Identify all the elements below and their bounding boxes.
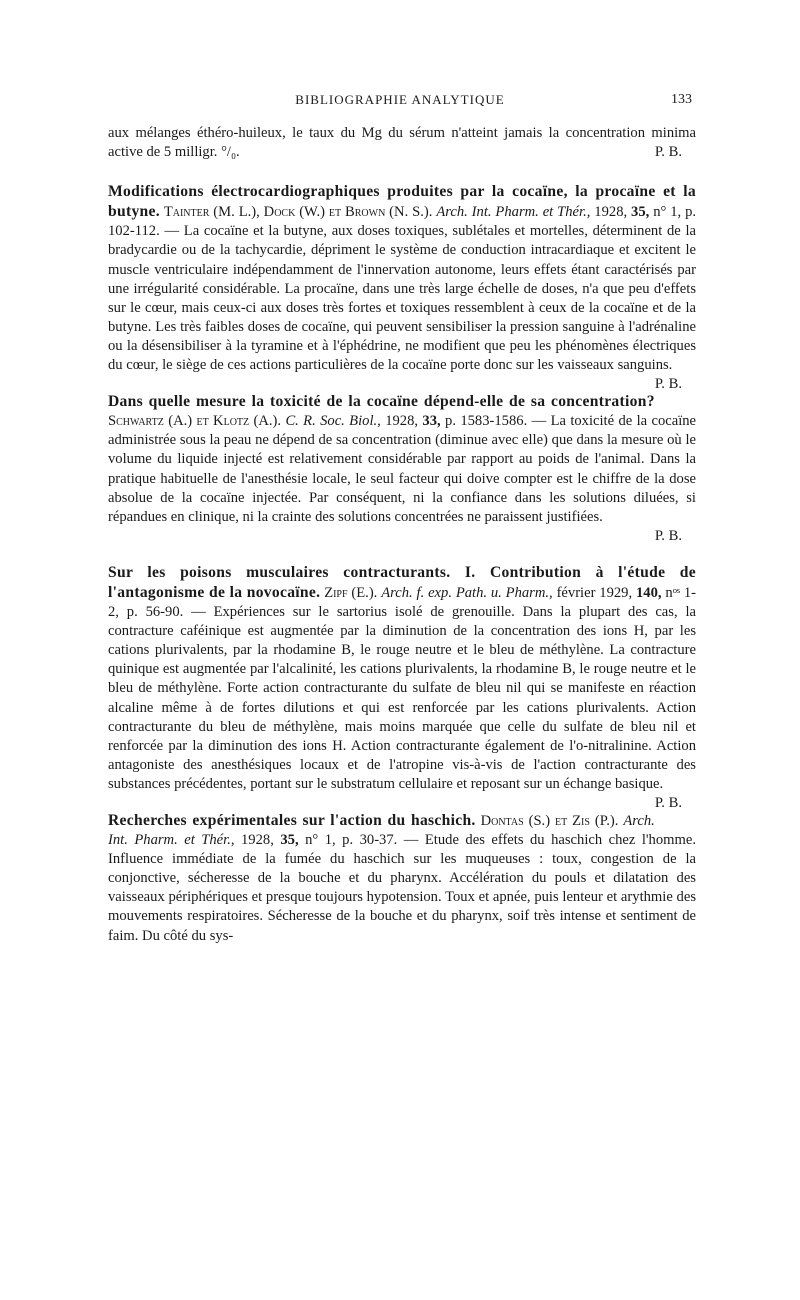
entry-abstract: Expériences sur le sartorius isolé de grenouille. Dans la plupart des cas, la contracture caféinique est augmentée par la diminution de la concentration des ions H, par les cations plurivalents, par la rhodamine B, le rouge neutre et le bleu de méthylène. La contracture quinique est augmentée par l'alcalinité, les cations plurivalents, la rhodamine B, le rouge neutre et le bleu de méthylène. Forte action contracturante du sulfate de bleu nil qui se manifeste en réaction alcaline même à de fortes dilutions et qui est renforcée par les cations plurivalents. Action contracturante du bleu de méthylène, mais moins marquée que celle du sulfate de bleu nil et renforcée par la diminution des ions H. Action contracturante également de l'o-nitralinine. Action antagoniste des anesthésiques locaux et de l'atropine vis-à-vis de l'action contracturante des substances précédentes, portant sur le substratum cellulaire et reposant sur un échange basique. bbox=[108, 604, 696, 792]
entry-authors: Schwartz (A.) et Klotz (A.). bbox=[108, 413, 282, 430]
reviewer-initials: P. B. bbox=[654, 144, 682, 161]
entry-title: Dans quelle mesure la toxicité de la cocaïne dépend-elle de sa concentration? bbox=[108, 393, 655, 411]
entry-year: 1928, bbox=[385, 413, 419, 430]
page-body bbox=[108, 124, 696, 963]
bibliography-entry bbox=[108, 182, 697, 393]
running-head bbox=[108, 92, 692, 112]
entry-year: 1928, bbox=[594, 204, 628, 221]
entry-pages: n° 1, p. 102-112. — bbox=[108, 204, 697, 240]
bibliography-entry bbox=[108, 811, 696, 946]
paragraph-text: aux mélanges éthéro-huileux, le taux du Mg du sérum n'atteint jamais la concentration minima active de 5 milligr. °/₀. bbox=[108, 125, 696, 161]
entry-journal: C. R. Soc. Biol., bbox=[285, 413, 381, 430]
entry-abstract: La cocaïne et la butyne, aux doses toxiques, sublétales et mortelles, déterminent de la bradycardie ou de la tachycardie, dépriment le système de conduction intracardiaque et excitent le muscle ventriculaire indépendamment de l'innervation autonome, leurs effets étant caractérisés par une irrégularité considérable. La procaïne, dans une très large échelle de doses, n'a que peu d'effets sur le cœur, mais ceux-ci aux doses très fortes et toxiques ressemblent à ceux de la cocaïne et de la butyne. Les très faibles doses de cocaïne, qui peuvent sensibiliser la pression sanguine à l'adrénaline ou la désensibiliser à la tyramine et à l'éphédrine, ne modifient que peu les phénomènes électriques du cœur, le siège de ces actions particulières de la cocaïne porte donc sur les vaisseaux sanguins. bbox=[108, 223, 696, 374]
entry-journal: Arch. Int. Pharm. et Thér., bbox=[436, 204, 591, 221]
entry-authors: Dontas (S.) et Zis (P.). bbox=[480, 813, 619, 829]
entry-authors: Tainter (M. L.), Dock (W.) et Brown (N. S.). bbox=[163, 204, 433, 221]
entry-pages: n° 1, p. 30-37. — bbox=[305, 832, 419, 849]
entry-pages: p. 1583-1586. — bbox=[445, 413, 547, 430]
entry-journal: Arch. f. exp. Path. u. Pharm., bbox=[381, 584, 553, 601]
entry-title: Recherches expérimentales sur l'action du haschich. bbox=[108, 812, 476, 829]
entry-volume: 33, bbox=[422, 413, 441, 430]
entry-title: Sur les poisons musculaires contracturants. I. Contribution à l'étude de l'antagonisme de la novocaïne. bbox=[108, 563, 696, 601]
entry-abstract: Etude des effets du haschich chez l'homme. Influence immédiate de la fumée du haschich sur les muqueuses : toux, congestion de la conjonctive, sécheresse de la bouche et du pharynx. Accélération du pouls et dilatation des vaisseaux périphériques et presque toujours hypotension. Toux et apnée, puis lenteur et arythmie des mouvements respiratoires. Sécheresse de la bouche et du pharynx, soif très intense et sentiment de faim. Du côté du sys- bbox=[108, 832, 696, 944]
bibliography-entry bbox=[108, 392, 696, 527]
entry-abstract: La toxicité de la cocaïne administrée sous la peau ne dépend de sa concentration (diminue avec elle) que dans la mesure où le volume du liquide injecté est relativement considérable par rapport au poids de l'animal. Dans la pratique habituelle de l'anesthésie locale, le seul facteur qui doive compter est le chiffre de la dose absolue de la cocaïne injectée. Par conséquent, ni la confiance dans les solutions diluées, si répandues en clinique, ni la crainte des solutions concentrées ne paraissent justifiées. bbox=[108, 413, 697, 525]
entry-pages: nᵒˢ 1-2, p. 56-90. — bbox=[108, 584, 697, 621]
page-number: 133 bbox=[671, 92, 692, 107]
reviewer-initials: P. B. bbox=[654, 376, 682, 393]
entry-year: 1928, bbox=[241, 832, 274, 849]
entry-volume: 140, bbox=[636, 584, 662, 601]
entry-authors: Zipf (E.). bbox=[324, 584, 378, 601]
continued-paragraph bbox=[108, 124, 696, 162]
entry-journal: Arch. Int. Pharm. et Thér., bbox=[108, 813, 655, 849]
entry-title: Modifications électrocardiographiques produites par la cocaïne, la procaïne et la butyne. bbox=[108, 183, 696, 221]
entry-volume: 35, bbox=[631, 204, 650, 221]
reviewer-initials: P. B. bbox=[654, 795, 682, 811]
entry-year: février 1929, bbox=[556, 584, 633, 601]
reviewer-initials: P. B. bbox=[654, 527, 682, 544]
bibliography-entry bbox=[108, 563, 697, 811]
entry-volume: 35, bbox=[280, 832, 299, 849]
running-title: BIBLIOGRAPHIE ANALYTIQUE bbox=[295, 92, 505, 107]
